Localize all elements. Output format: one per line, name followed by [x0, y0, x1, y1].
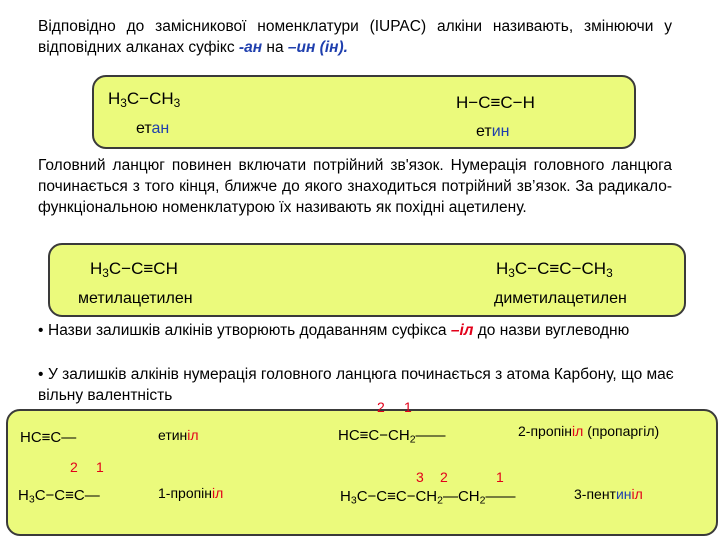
intro-paragraph: [38, 16, 672, 58]
bullet-numbering: • У залишків алкінів нумерація головного ланцюга починається з атома Карбону, що має вільну валентність: [38, 366, 674, 404]
propargyl-num-2: 2: [377, 399, 385, 415]
suffix-yn: –ин: [287, 39, 316, 56]
alkynyl-radicals-box: [6, 399, 718, 536]
propynyl-name: 1-пропініл: [158, 485, 224, 501]
propynyl-formula: $H_3C-C\equiv C—$: [18, 487, 100, 506]
pentynyl-num-2: 2: [440, 469, 448, 485]
dimethylacetylene-name: диметилацетилен: [494, 290, 627, 307]
propynyl-num-2: 2: [70, 459, 78, 475]
propynyl-num-1: 1: [96, 459, 104, 475]
methylacetylene-name: метилацетилен: [78, 290, 193, 307]
dimethylacetylene-formula: $H_3C-C\equiv C-CH_3$: [496, 259, 613, 280]
propargyl-name: 2-пропініл (пропаргіл): [518, 423, 660, 439]
ethyne-name: етин: [476, 123, 510, 140]
acetylene-derivatives-box: [48, 243, 686, 317]
propargyl-num-1: 1: [404, 399, 412, 415]
intro-on: на: [266, 39, 284, 56]
ethynyl-formula: HC≡C—: [20, 429, 77, 446]
ethynyl-name: етиніл: [158, 427, 199, 443]
pentynyl-num-3: 3: [416, 469, 424, 485]
suffix-in: (ін).: [319, 39, 348, 56]
pentynyl-num-1: 1: [496, 469, 504, 485]
ethane-name: етан: [136, 120, 170, 137]
methylacetylene-formula: $H_3C-C\equiv CH$: [90, 259, 178, 280]
bullet-dot: •: [38, 322, 44, 339]
main-chain-paragraph: Головний ланцюг повинен включати потрійний зв'язок. Нумерація головного ланцюга починається з того кінця, ближче до якого знаходиться потрійний зв’язок. За радикало-функціональною номенклатурою їх називають як похідні ацетилену.: [38, 157, 672, 216]
ethane-formula: $H_3C-CH_3$: [108, 89, 181, 110]
propargyl-formula: $HC\equiv C-CH_2——$: [338, 427, 446, 446]
bullet-dot: •: [38, 366, 44, 383]
pentynyl-formula: $H_3C-C\equiv C-CH_2—CH_2——$: [340, 488, 516, 507]
ethane-ethyne-box: [92, 75, 636, 149]
suffix-an: -ан: [238, 39, 263, 56]
intro-text: Відповідно до замісникової номенклатури (IUPAC) алкіни називають, змінюючи у відповідних алканах суфікс: [38, 18, 672, 56]
bullet-suffix-il: • Назви залишків алкінів утворюють додаванням суфікса –іл до назви вуглеводню: [38, 322, 630, 339]
ethyne-formula: H−C≡C−H: [456, 93, 535, 112]
pentynyl-name: 3-пентиніл: [574, 486, 643, 502]
